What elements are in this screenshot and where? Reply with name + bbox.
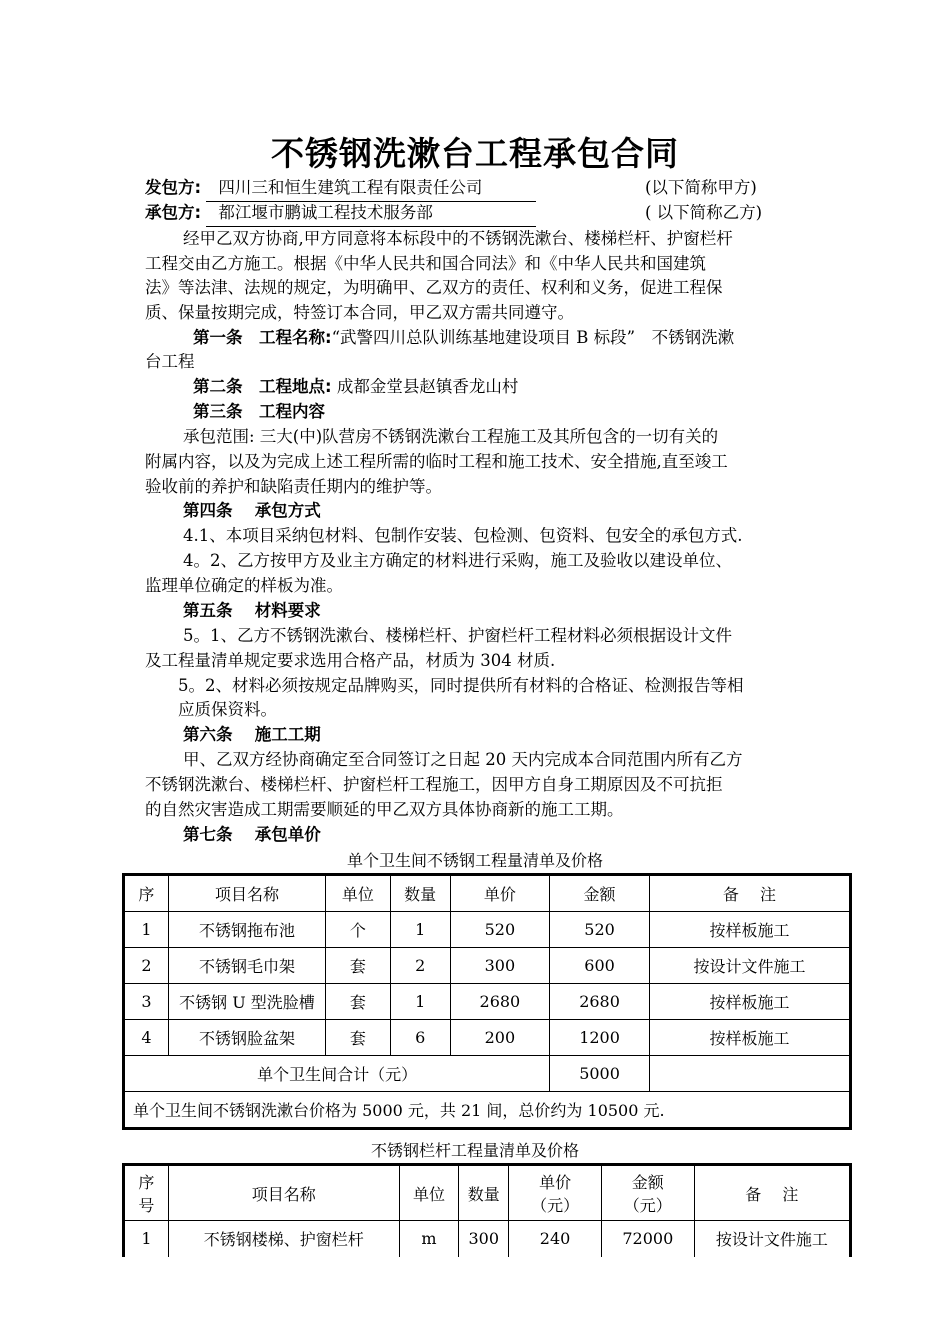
cell: 套 (326, 984, 391, 1020)
contractor-label: 承包方: (145, 203, 202, 222)
cell: 1 (124, 1221, 169, 1257)
cell: 不锈钢拖布池 (168, 912, 325, 948)
intro-line: 经甲乙双方协商,甲方同意将本标段中的不锈钢洗漱台、楼梯栏杆、护窗栏杆 (183, 229, 733, 248)
header-cell: 备 注 (649, 875, 850, 912)
cell: 72000 (601, 1221, 694, 1257)
header-cell: 序 号 (124, 1165, 169, 1221)
intro-line: 法》等法津、法规的规定，为明确甲、乙双方的责任、权利和义务，促进工程保 (145, 278, 723, 297)
cell: 不锈钢 U 型洗脸槽 (168, 984, 325, 1020)
cell: 1 (390, 912, 450, 948)
contractor-name: 都江堰市鹏诚工程技术服务部 (206, 200, 536, 227)
article-2-text: 成都金堂县赵镇香龙山村 (336, 377, 519, 396)
cell: 3 (124, 984, 169, 1020)
cell: 按样板施工 (649, 912, 850, 948)
cell: 套 (326, 948, 391, 984)
cell: 520 (550, 912, 650, 948)
cell: 按设计文件施工 (694, 1221, 850, 1257)
cell: 6 (390, 1020, 450, 1056)
table-2 (122, 1163, 852, 1257)
contractor-note: ( 以下简称乙方) (645, 203, 763, 222)
cell: 按样板施工 (649, 984, 850, 1020)
article-4-line: 监理单位确定的样板为准。 (145, 576, 343, 595)
empty-cell (649, 1056, 850, 1092)
table-2-caption: 不锈钢栏杆工程量清单及价格 (370, 1141, 579, 1160)
article-3-heading: 第三条 工程内容 (193, 402, 325, 421)
cell: 1200 (550, 1020, 650, 1056)
cell: 个 (326, 912, 391, 948)
issuer-label: 发包方: (145, 178, 202, 197)
table-row (124, 984, 851, 1020)
cell: 套 (326, 1020, 391, 1056)
article-4-line: 4。2、乙方按甲方及业主方确定的材料进行采购，施工及验收以建设单位、 (183, 551, 732, 570)
cell: 按设计文件施工 (649, 948, 850, 984)
header-cell: 项目名称 (168, 1165, 399, 1221)
cell: 不锈钢脸盆架 (168, 1020, 325, 1056)
header-cell: 单价 (450, 875, 550, 912)
article-3-line: 验收前的养护和缺陷责任期内的维护等。 (145, 477, 442, 496)
cell: 按样板施工 (649, 1020, 850, 1056)
cell: 300 (459, 1221, 509, 1257)
intro-line: 质、保量按期完成，特签订本合同，甲乙双方需共同遵守。 (145, 303, 574, 322)
header-cell: 序 (124, 875, 169, 912)
subtotal-row (124, 1056, 851, 1092)
article-5-line: 及工程量清单规定要求选用合格产品，材质为 304 材质. (145, 651, 556, 670)
cell: 2 (390, 948, 450, 984)
subtotal-label: 单个卫生间合计（元） (124, 1056, 550, 1092)
cell: 520 (450, 912, 550, 948)
summary-row (124, 1092, 851, 1129)
header-cell: 金额 （元） (601, 1165, 694, 1221)
article-1-heading: 第一条 工程名称: (193, 328, 332, 347)
header-cell: 项目名称 (168, 875, 325, 912)
issuer-row (145, 175, 536, 202)
header-cell: 备 注 (694, 1165, 850, 1221)
table-row (124, 1020, 851, 1056)
article-2-heading: 第二条 工程地点: (193, 377, 332, 396)
article-6-line: 不锈钢洗漱台、楼梯栏杆、护窗栏杆工程施工，因甲方自身工期原因及不可抗拒 (145, 775, 723, 794)
document-title: 不锈钢洗漱台工程承包合同 (271, 134, 679, 173)
article-1-text: “武警四川总队训练基地建设项目 B 标段” 不锈钢洗漱 (331, 328, 735, 347)
issuer-name: 四川三和恒生建筑工程有限责任公司 (206, 175, 536, 202)
cell: 1 (390, 984, 450, 1020)
table-row (124, 912, 851, 948)
table-header-row (124, 875, 851, 912)
header-cell: 单位 (326, 875, 391, 912)
header-cell: 金额 (550, 875, 650, 912)
cell: 600 (550, 948, 650, 984)
cell: 1 (124, 912, 169, 948)
article-4-heading: 第四条 承包方式 (183, 501, 321, 520)
table-1 (122, 873, 852, 1130)
cell: m (399, 1221, 459, 1257)
article-4-line: 4.1、本项目采纳包材料、包制作安装、包检测、包资料、包安全的承包方式. (183, 526, 743, 545)
intro-line: 工程交由乙方施工。根据《中华人民共和国合同法》和《中华人民共和国建筑 (145, 254, 706, 273)
table-row (124, 948, 851, 984)
article-7-heading: 第七条 承包单价 (183, 825, 321, 844)
article-5-line: 5。1、乙方不锈钢洗漱台、楼梯栏杆、护窗栏杆工程材料必须根据设计文件 (183, 626, 732, 645)
article-1-cont: 台工程 (145, 352, 195, 371)
article-5-line: 5。2、材料必须按规定品牌购买，同时提供所有材料的合格证、检测报告等相 (178, 676, 744, 695)
cell: 不锈钢毛巾架 (168, 948, 325, 984)
cell: 2 (124, 948, 169, 984)
article-5-heading: 第五条 材料要求 (183, 601, 321, 620)
summary-text: 单个卫生间不锈钢洗漱台价格为 5000 元，共 21 间，总价约为 10500 元. (124, 1092, 851, 1129)
article-2 (193, 374, 518, 400)
cell: 300 (450, 948, 550, 984)
issuer-note: (以下简称甲方) (645, 178, 757, 197)
header-cell: 单位 (399, 1165, 459, 1221)
table-row (124, 1221, 851, 1257)
article-5-line: 应质保资料。 (178, 700, 277, 719)
cell: 2680 (450, 984, 550, 1020)
table-1-caption: 单个卫生间不锈钢工程量清单及价格 (346, 851, 603, 870)
header-cell: 单价 （元） (509, 1165, 602, 1221)
contractor-row (145, 200, 536, 227)
cell: 4 (124, 1020, 169, 1056)
subtotal-value: 5000 (550, 1056, 650, 1092)
article-1 (193, 325, 734, 351)
article-3-line: 附属内容，以及为完成上述工程所需的临时工程和施工技术、安全措施,直至竣工 (145, 452, 728, 471)
article-3-line: 承包范围: 三大(中)队营房不锈钢洗漱台工程施工及其所包含的一切有关的 (183, 427, 719, 446)
cell: 2680 (550, 984, 650, 1020)
article-6-line: 的自然灾害造成工期需要顺延的甲乙双方具体协商新的施工工期。 (145, 800, 624, 819)
article-6-heading: 第六条 施工工期 (183, 725, 321, 744)
cell: 240 (509, 1221, 602, 1257)
cell: 200 (450, 1020, 550, 1056)
header-cell: 数量 (390, 875, 450, 912)
table-header-row (124, 1165, 851, 1221)
header-cell: 数量 (459, 1165, 509, 1221)
cell: 不锈钢楼梯、护窗栏杆 (168, 1221, 399, 1257)
article-6-line: 甲、乙双方经协商确定至合同签订之日起 20 天内完成本合同范围内所有乙方 (183, 750, 743, 769)
